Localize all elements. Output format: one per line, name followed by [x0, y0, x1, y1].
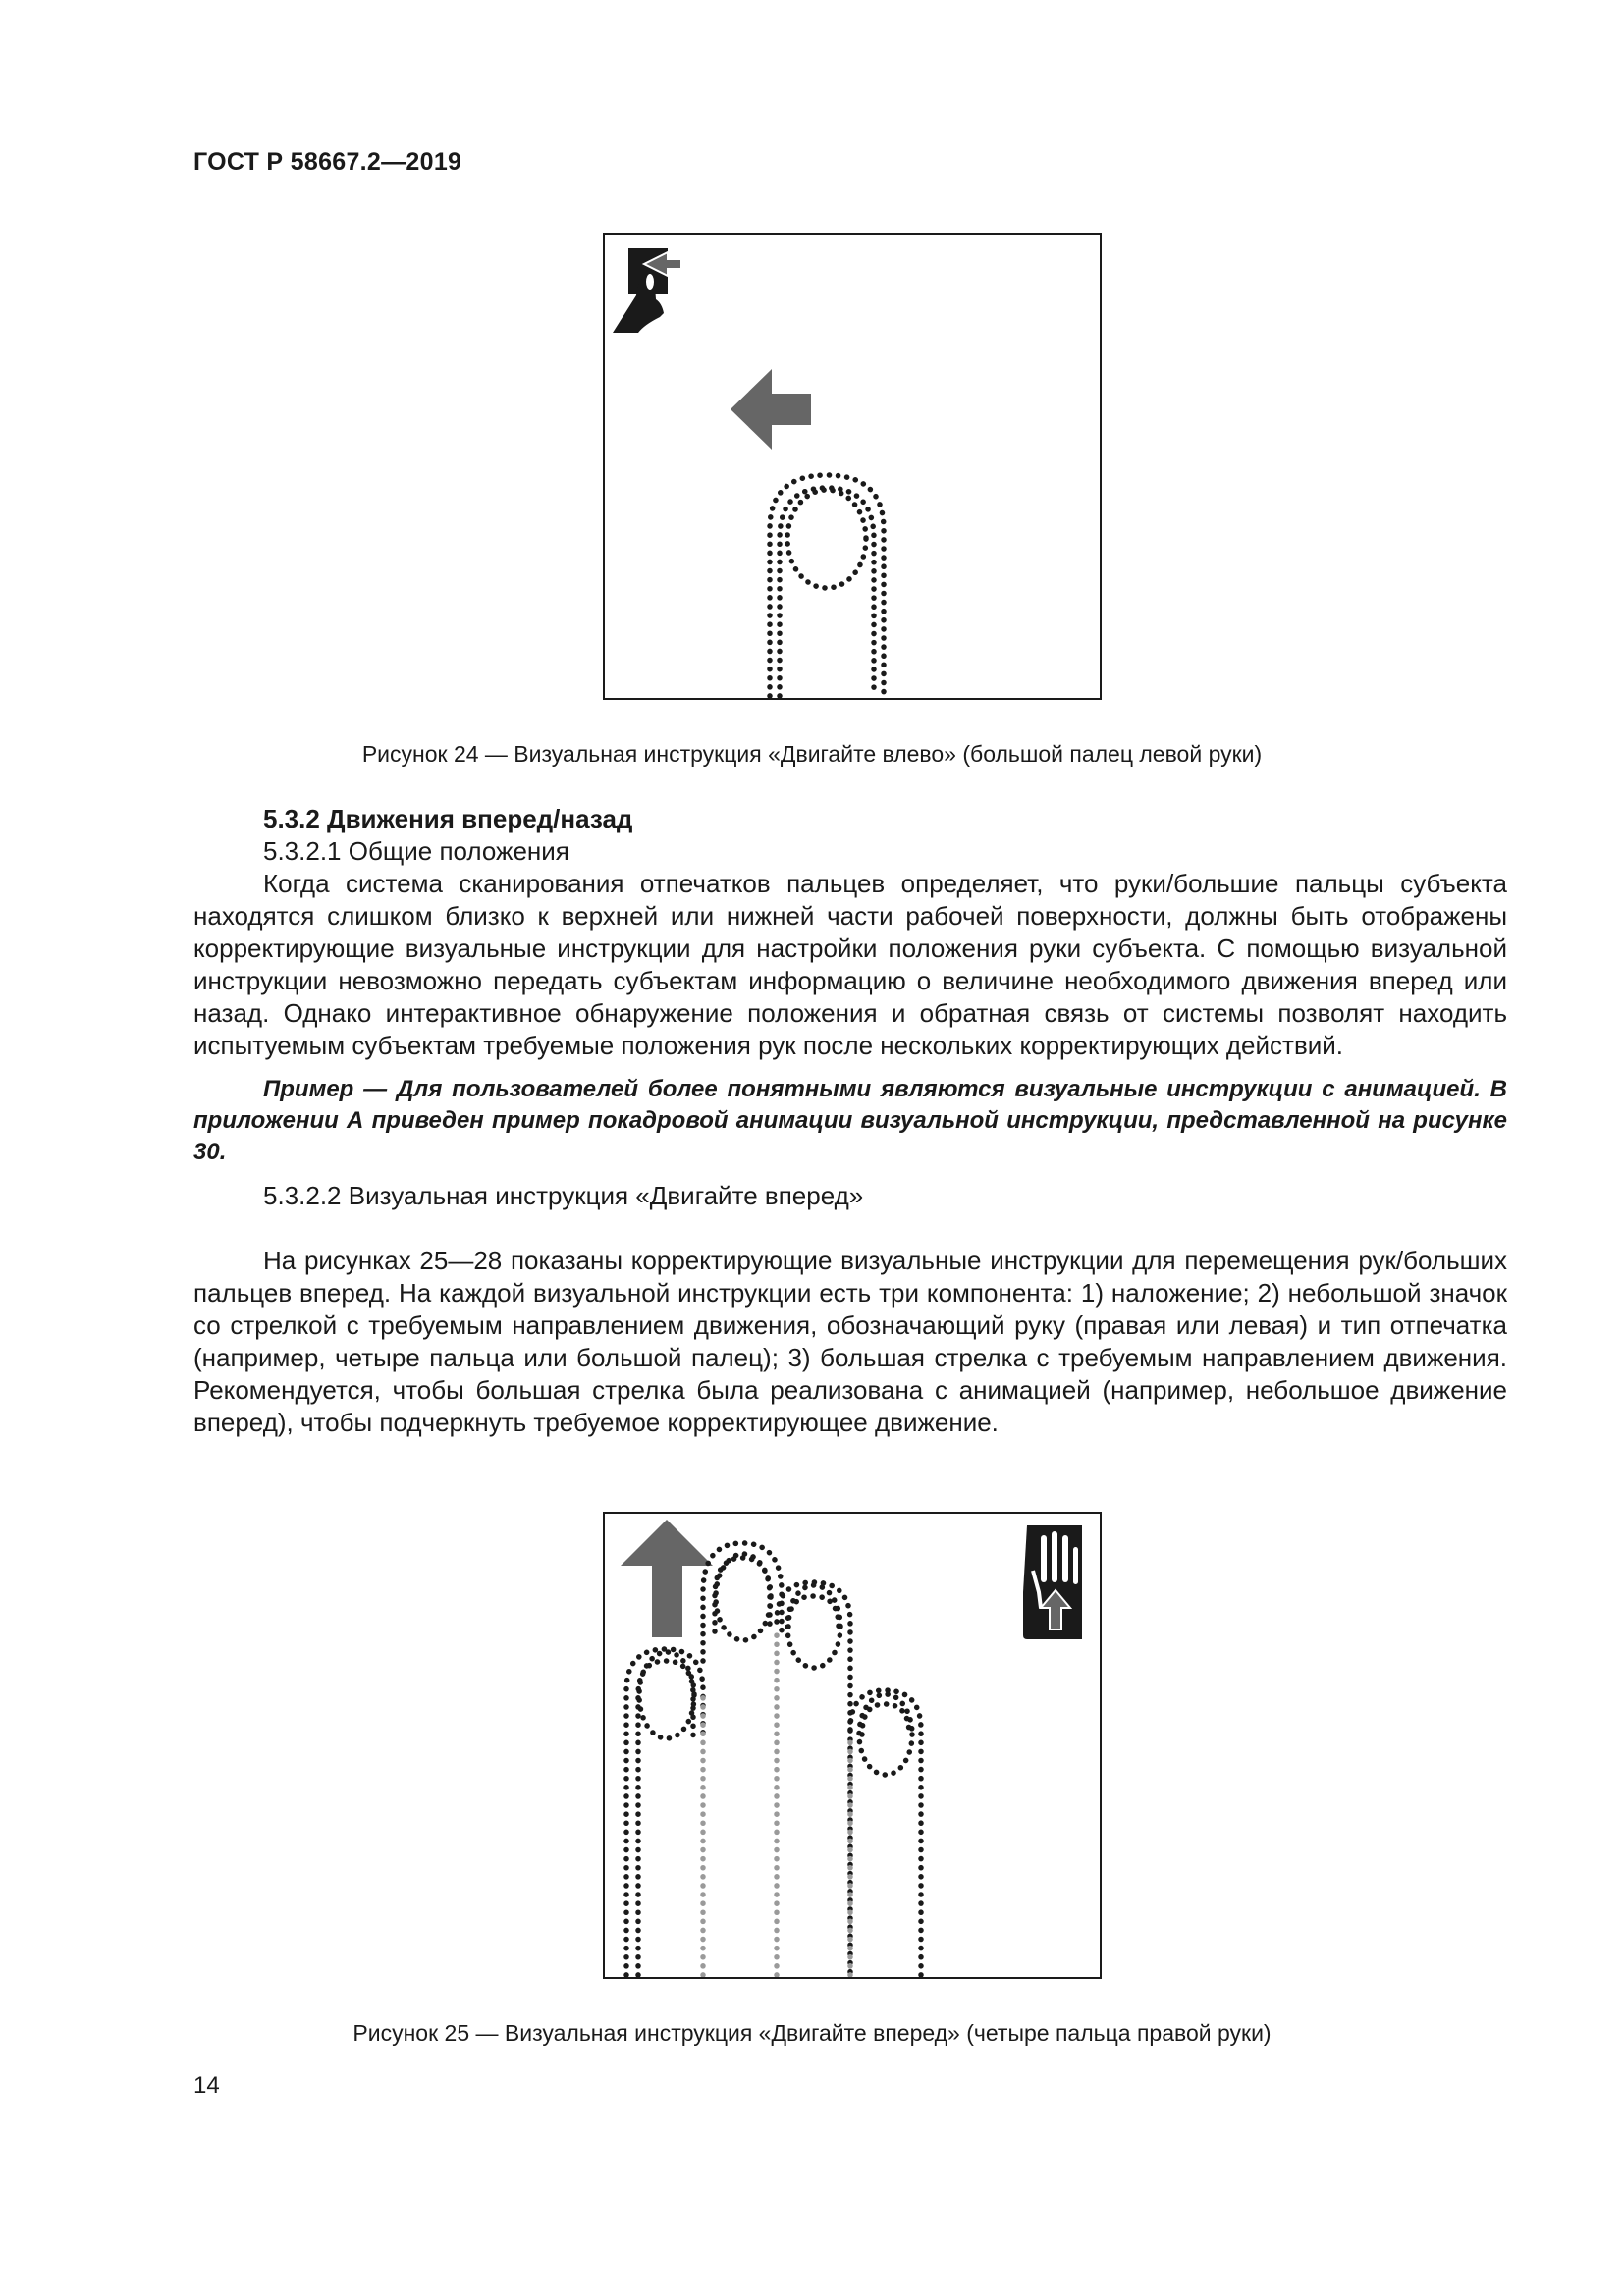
hand-up-arrow-icon [1023, 1525, 1082, 1639]
paragraph-general: Когда система сканирования отпечатков пальцев определяет, что руки/большие пальцы субъекта находятся слишком близко к верхней или нижней части рабочей поверхности, должны быть отображены корректирующие визуальные инструкции для настройки положения руки субъекта. С помощью визуальной инструкции невозможно передать субъектам информацию о величине необходимого движения вперед или назад. Однако интерактивное обнаружение положения и обратная связь от системы позволят находить испытуемым субъектам требуемые положения рук после нескольких корректирующих действий. [193, 869, 1507, 1060]
section-subheading-2: 5.3.2.2 Визуальная инструкция «Двигайте вперед» [263, 1181, 864, 1210]
left-arrow-icon [731, 369, 811, 450]
figure-24-drawing [605, 235, 1100, 698]
page-number: 14 [193, 2072, 220, 2099]
figure-24-caption: Рисунок 24 — Визуальная инструкция «Двигайте влево» (большой палец левой руки) [361, 741, 1263, 767]
section-subheading: 5.3.2.1 Общие положения [263, 836, 569, 866]
section-body [193, 803, 1507, 1439]
section-heading: 5.3.2 Движения вперед/назад [263, 804, 633, 833]
figure-25 [603, 1512, 1102, 1979]
thumb-outline-icon [770, 475, 884, 696]
figure-25-drawing [605, 1514, 1100, 1977]
hand-left-arrow-icon [613, 248, 681, 333]
up-arrow-icon [621, 1520, 713, 1637]
figure-24 [603, 233, 1102, 700]
paragraph-forward: На рисунках 25—28 показаны корректирующие визуальные инструкции для перемещения рук/больших пальцев вперед. На каждой визуальной инструкции есть три компонента: 1) наложение; 2) небольшой значок со стрелкой с требуемым направлением движения, обозначающий руку (правая или левая) и тип отпечатка (например, четыре пальца или большой палец); 3) большая стрелка с требуемым направлением движения. Рекомендуется, чтобы большая стрелка была реализована с анимацией (например, небольшое движение вперед), чтобы подчеркнуть требуемое корректирующее движение. [193, 1246, 1507, 1437]
figure-25-caption: Рисунок 25 — Визуальная инструкция «Двигайте вперед» (четыре пальца правой руки) [352, 2020, 1272, 2046]
document-header: ГОСТ Р 58667.2—2019 [193, 148, 462, 176]
example-note: Пример — Для пользователей более понятными являются визуальные инструкции с анимацией. В приложении А приведен пример покадровой анимации визуальной инструкции, представленной на рисунке 30. [193, 1076, 1507, 1165]
